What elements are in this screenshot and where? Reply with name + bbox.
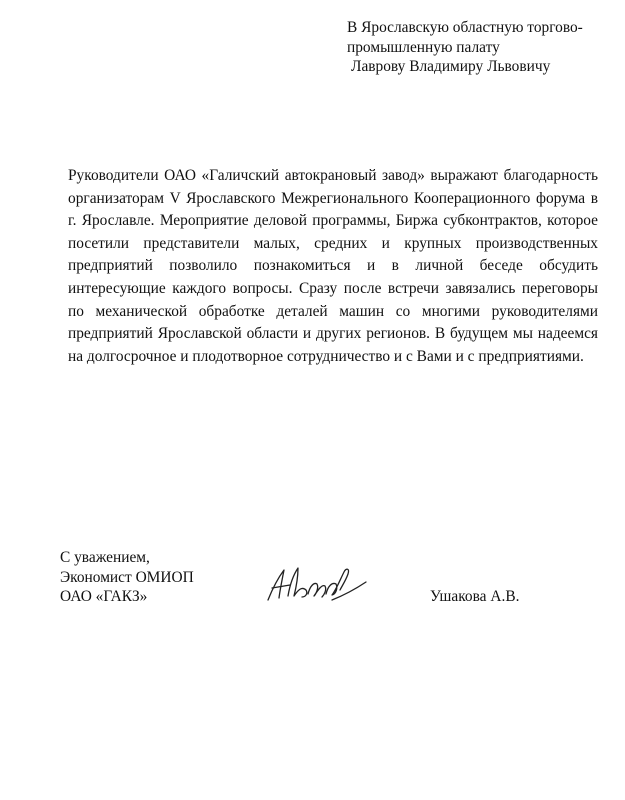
letter-paragraph: Руководители ОАО «Галичский автокрановый завод» выражают благодарность организаторам V Ярославского Межрегионального Кооперационного форума в г. Ярославле. Мероприятие деловой программы, Биржа субконтрактов, которое посетили представители малых, средних и крупных производственных предприятий позволило познакомиться и в личной беседе обсудить интересующие каждого вопросы. Сразу после встречи завязались переговоры по механической обработке деталей машин со многими руководителями предприятий Ярославской области и других регионов. В будущем мы надеемся на долгосрочное и плодотворное сотрудничество и с Вами и с предприятиями. bbox=[68, 167, 598, 365]
closing-regards: С уважением, bbox=[60, 549, 150, 566]
addressee-block bbox=[347, 18, 607, 77]
signature-stroke bbox=[326, 569, 349, 595]
closing-company: ОАО «ГАКЗ» bbox=[60, 588, 148, 605]
handwritten-signature-icon bbox=[262, 560, 372, 610]
letter-body bbox=[68, 165, 598, 368]
addressee-line-1: В Ярославскую областную торгово- bbox=[347, 19, 583, 36]
signature-svg bbox=[262, 560, 372, 610]
closing-block bbox=[60, 548, 194, 607]
signature-stroke bbox=[332, 582, 366, 600]
signer-name: Ушакова А.В. bbox=[430, 588, 520, 605]
signature-stroke bbox=[288, 568, 307, 597]
addressee-line-3: Лаврову Владимиру Львовичу bbox=[351, 58, 551, 75]
addressee-line-2: промышленную палату bbox=[347, 38, 500, 56]
signature-stroke bbox=[308, 583, 326, 597]
signature-stroke bbox=[268, 570, 284, 600]
closing-position: Экономист ОМИОП bbox=[60, 568, 194, 586]
